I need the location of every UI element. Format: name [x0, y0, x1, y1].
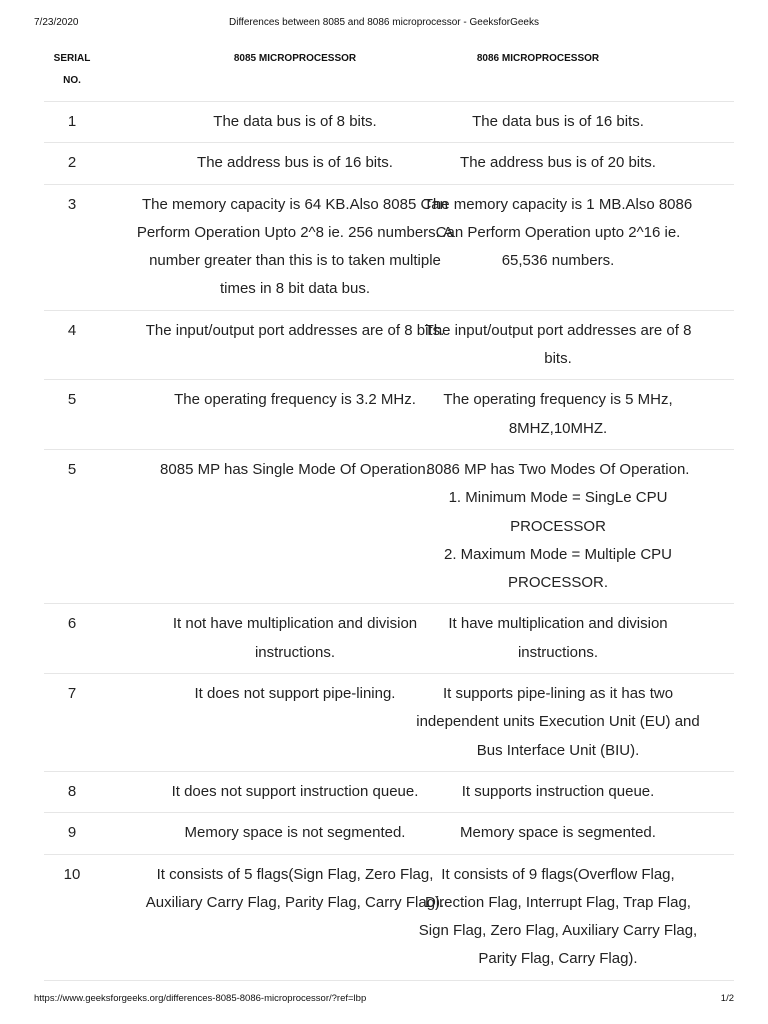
cell-8086	[460, 813, 734, 854]
table-row	[44, 771, 734, 812]
cell-8085-text: The operating frequency is 3.2 MHz.	[174, 391, 416, 409]
cell-8086	[443, 380, 734, 450]
cell-8085-text: Memory space is not segmented.	[184, 824, 406, 842]
cell-8085-text: It not have multiplication and division instructions.	[172, 615, 418, 661]
serial-no-cell: 8	[44, 771, 100, 812]
table-row	[44, 380, 734, 450]
header-8085-text: 8085 MICROPROCESSOR	[233, 53, 357, 64]
cell-8085-text: The memory capacity is 64 KB.Also 8085 Can Perform Operation Upto 2^8 ie. 256 numbers. A number greater than this is to taken multiple times in 8 bit data bus.	[136, 195, 454, 298]
cell-8085-text: 8085 MP has Single Mode Of Operation.	[160, 460, 430, 478]
cell-8086-text: It consists of 9 flags(Overflow Flag, Direction Flag, Interrupt Flag, Trap Flag, Sign Flag, Zero Flag, Auxiliary Carry Flag, Parity Flag, Carry Flag).	[418, 865, 698, 968]
table-row	[44, 102, 734, 143]
serial-no-cell: 1	[44, 102, 100, 143]
serial-no-cell: 4	[44, 310, 100, 380]
cell-8086-text: The input/output port addresses are of 8 bits.	[424, 321, 692, 368]
cell-8086-line: 2. Maximum Mode = Multiple CPU PROCESSOR.	[444, 545, 672, 592]
cell-8086	[448, 604, 734, 674]
cell-8086-text: The operating frequency is 5 MHz, 8MHZ,10MHZ.	[443, 391, 673, 437]
table-header-row	[44, 45, 734, 102]
cell-8086-text	[416, 456, 700, 597]
serial-no-cell: 5	[44, 449, 100, 603]
serial-no-cell: 5	[44, 380, 100, 450]
serial-no-cell: 3	[44, 184, 100, 310]
cell-8086-text: The data bus is of 16 bits.	[472, 113, 644, 130]
cell-8086	[416, 674, 734, 772]
cell-8085-text: It does not support pipe-lining.	[194, 685, 396, 703]
cell-8086	[472, 102, 734, 143]
header-serial-text: SERIAL NO.	[53, 53, 91, 86]
print-header	[34, 17, 734, 31]
table-row	[44, 854, 734, 980]
cell-8086-text: The memory capacity is 1 MB.Also 8086 Can Perform Operation upto 2^16 ie. 65,536 numbers.	[423, 195, 693, 270]
header-8086-text: 8086 MICROPROCESSOR	[476, 53, 600, 64]
cell-8085-text: The address bus is of 16 bits.	[197, 154, 393, 172]
comparison-table	[44, 45, 734, 981]
cell-8085-text: The input/output port addresses are of 8 bits.	[145, 321, 445, 339]
header-serial-no	[44, 45, 100, 102]
cell-8086-text: It supports instruction queue.	[461, 782, 655, 800]
cell-8085-text: It does not support instruction queue.	[171, 782, 419, 800]
cell-8086-line: 8086 MP has Two Modes Of Operation.	[426, 460, 690, 478]
cell-8086	[426, 449, 734, 603]
cell-8086	[418, 854, 734, 980]
print-date: 7/23/2020	[34, 17, 79, 28]
table-row	[44, 604, 734, 674]
serial-no-cell: 2	[44, 143, 100, 184]
print-footer	[34, 993, 734, 1007]
table-row	[44, 184, 734, 310]
cell-8086	[424, 310, 734, 380]
print-url: https://www.geeksforgeeks.org/differences-8085-8086-microprocessor/?ref=lbp	[34, 993, 367, 1004]
cell-8086-line: 1. Minimum Mode = SingLe CPU PROCESSOR	[448, 489, 668, 535]
serial-no-cell: 10	[44, 854, 100, 980]
cell-8086	[423, 184, 734, 310]
table-row	[44, 143, 734, 184]
serial-no-cell: 6	[44, 604, 100, 674]
table-row	[44, 449, 734, 603]
cell-8085-text: It consists of 5 flags(Sign Flag, Zero Flag, Auxiliary Carry Flag, Parity Flag, Carry Flag).	[145, 865, 445, 911]
cell-8086-text: It have multiplication and division instructions.	[448, 615, 668, 661]
table-body	[44, 102, 734, 981]
table-row	[44, 310, 734, 380]
cell-8086-text: It supports pipe-lining as it has two independent units Execution Unit (EU) and Bus Interface Unit (BIU).	[416, 685, 700, 759]
header-8085	[100, 45, 490, 102]
cell-8085-text: The data bus is of 8 bits.	[213, 113, 377, 130]
cell-8086-text: The address bus is of 20 bits.	[460, 154, 656, 172]
print-page-title: Differences between 8085 and 8086 microprocessor - GeeksforGeeks	[229, 17, 539, 28]
page-number: 1/2	[720, 993, 734, 1004]
cell-8086	[461, 771, 734, 812]
serial-no-cell: 9	[44, 813, 100, 854]
serial-no-cell: 7	[44, 674, 100, 772]
cell-8086-text: Memory space is segmented.	[460, 824, 656, 842]
cell-8086	[460, 143, 734, 184]
table-row	[44, 674, 734, 772]
table-row	[44, 813, 734, 854]
header-8086	[476, 45, 734, 102]
